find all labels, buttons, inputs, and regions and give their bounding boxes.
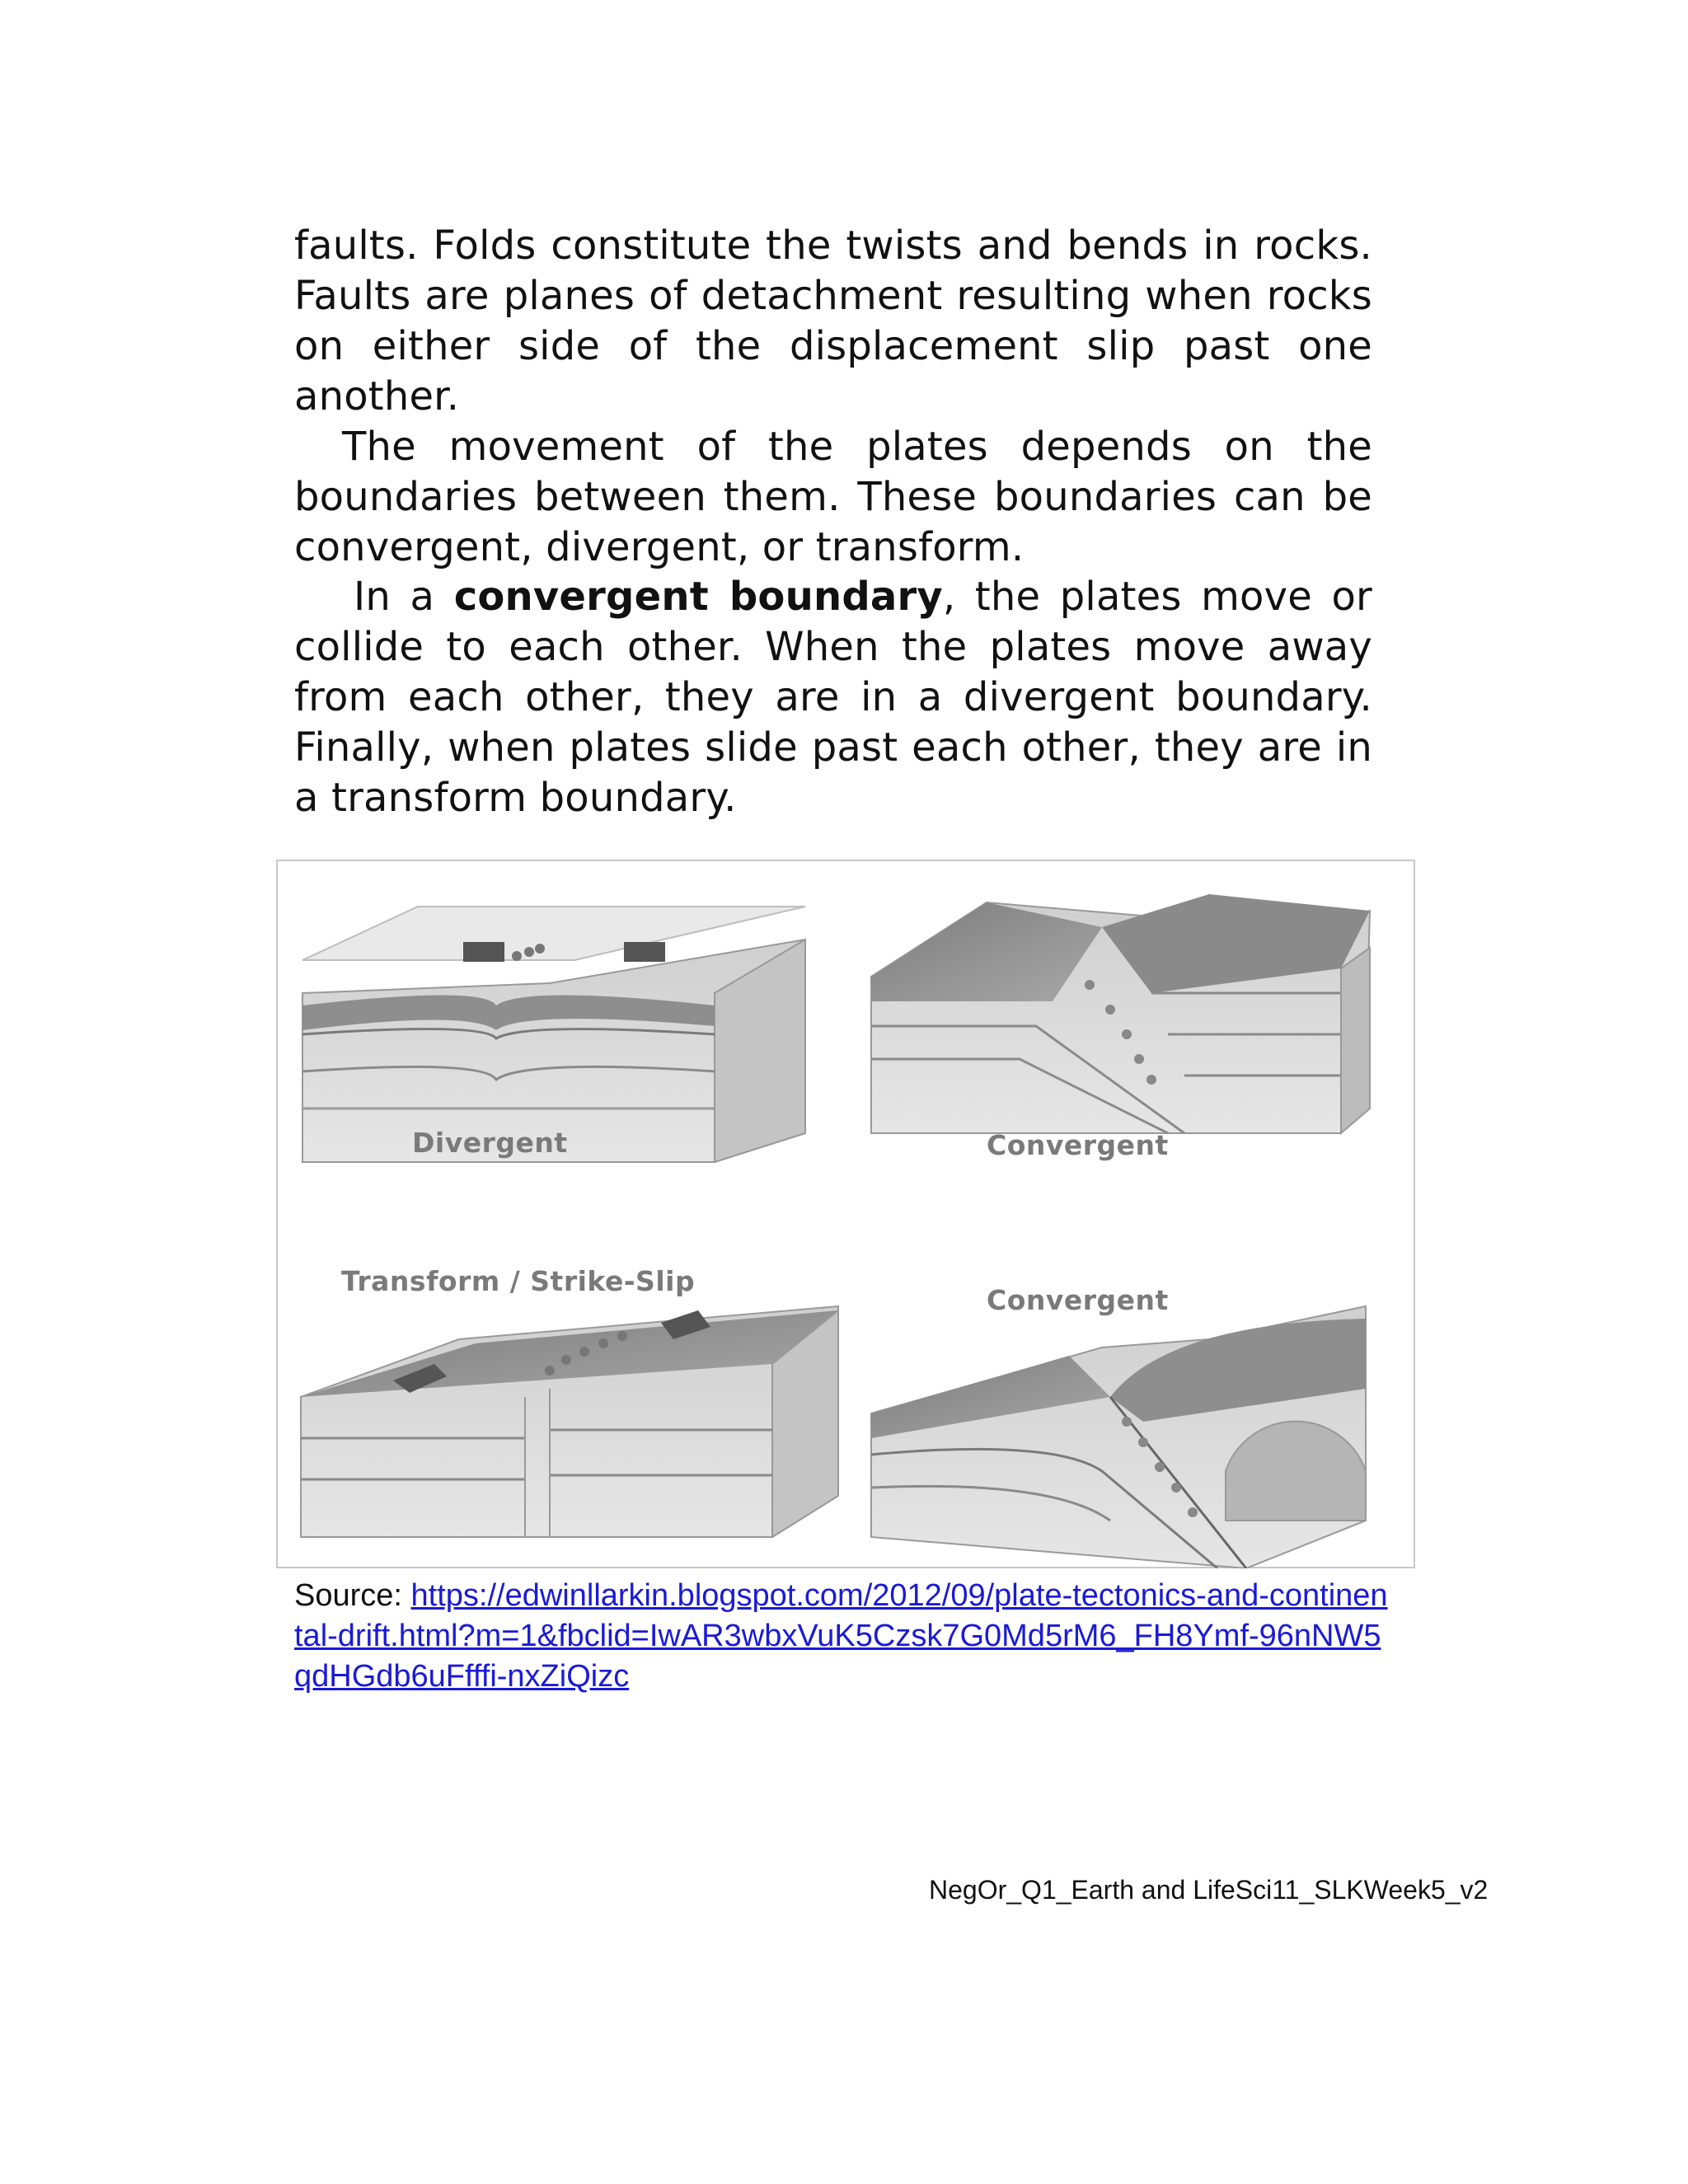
source-link[interactable]: https://edwinllarkin.blogspot.com/2012/09/plate-tectonics-and-continental-drift.html?m=1&fbclid=IwAR3wbxVuK5Czsk7G0Md5rM6_FH8Ymf-96nNW5qdHGdb6uFfffi-nxZiQizc [294,1578,1388,1694]
plate-boundaries-figure [276,860,1415,1568]
page-footer: NegOr_Q1_Earth and LifeSci11_SLKWeek5_v2 [929,1875,1489,1905]
divergent-block [302,907,805,1162]
paragraph-boundary-types-before: In a [354,574,454,620]
paragraph-boundary-types-after: , the plates move or collide to each other. When the plates move away from each other, they are in a divergent boundary. Finally, when plates slide past each other, they are in a transform boundary. [294,574,1372,821]
paragraph-boundary-types [294,572,1372,823]
image-source-citation [294,1576,1390,1697]
label-convergent-top: Convergent [987,1129,1169,1161]
label-divergent: Divergent [412,1127,568,1159]
transform-block [301,1306,838,1537]
paragraph-plate-boundaries-text: The movement of the plates depends on the boundaries between them. These boundaries can be convergent, divergent, or transform. [294,424,1372,570]
term-convergent-boundary: convergent boundary [453,574,943,620]
label-transform-strike-slip: Transform / Strike-Slip [341,1265,696,1297]
source-prefix: Source: [294,1578,411,1613]
plate-boundaries-illustration [278,861,1415,1568]
paragraph-folds-faults: faults. Folds constitute the twists and bends in rocks. Faults are planes of detachment resulting when rocks on either side of the displacement slip past one another. [294,223,1372,419]
convergent-block-top [871,894,1370,1133]
label-convergent-bottom: Convergent [987,1284,1169,1316]
paragraph-plate-boundaries [294,422,1372,573]
convergent-block-bottom [871,1306,1366,1568]
